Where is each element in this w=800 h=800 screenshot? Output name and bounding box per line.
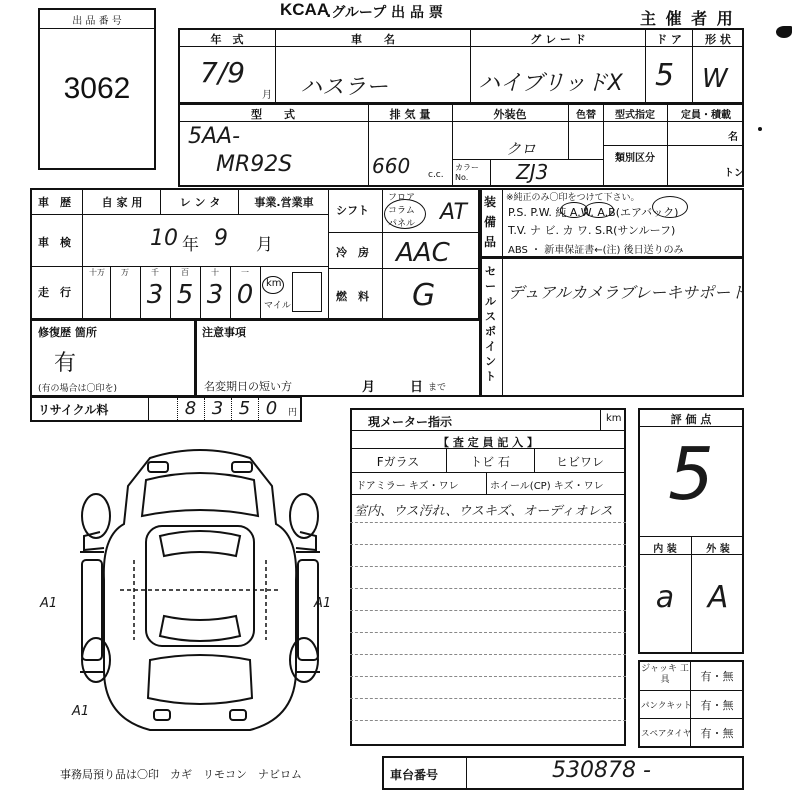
doors-label: ド ア — [656, 33, 682, 46]
equipment-line2[interactable]: T.V. ナ ビ. カ ワ. S.R(サンルーフ) — [508, 224, 676, 237]
odometer-box — [292, 272, 322, 312]
year-value: 7/9 — [200, 56, 246, 89]
body-type-label: 形 状 — [705, 33, 731, 46]
organizer-label: 主 催 者 用 — [640, 9, 735, 28]
exterior-color-value: クロ — [506, 140, 537, 158]
corner-mark — [776, 26, 792, 38]
mileage-digit-label: 一 — [241, 268, 249, 277]
recycle-label: リサイクル料 — [38, 403, 109, 417]
mileage-digit-label: 十万 — [89, 268, 105, 277]
car-name-label: 車 名 — [351, 33, 395, 46]
inspection-year-value: 10 — [150, 226, 178, 251]
aircon-value: AAC — [396, 238, 450, 268]
mileage-digit-label: 百 — [181, 268, 189, 277]
model-value-1: 5AA- — [188, 124, 241, 149]
jack-label: ジャッキ 工 具 — [641, 664, 689, 685]
interior-grade: a — [655, 580, 675, 615]
name-change-until: まで — [428, 383, 447, 393]
equipment-side-label: 装備品 — [484, 195, 497, 249]
history-label: 車 歴 — [38, 196, 71, 209]
brand-logo: KCAA — [280, 0, 330, 19]
inspection-month-unit: 月 — [256, 235, 273, 255]
grade-label: グ レ ー ド — [530, 33, 586, 46]
mile-label[interactable]: マイル — [264, 301, 291, 311]
shift-label: シフト — [336, 204, 369, 217]
exterior-color-label: 外装色 — [493, 108, 527, 121]
recycle-digit: 0 — [265, 398, 278, 419]
interior-label: 内 装 — [653, 544, 677, 555]
jack-option[interactable]: 有・無 — [700, 670, 734, 683]
capacity-label: 定員・積載 — [681, 110, 731, 121]
color-number-value: ZJ3 — [516, 160, 549, 184]
name-change-day: 日 — [410, 380, 424, 395]
aircon-label: 冷 房 — [336, 246, 369, 259]
lot-number: 3062 — [63, 72, 131, 105]
puncture-kit-label: パンクキット — [641, 701, 692, 711]
model-value-2: MR92S — [216, 152, 293, 177]
exterior-grade: A — [707, 580, 729, 615]
equipment-line3[interactable]: ABS ・ 新車保証書←(注) 後日送りのみ — [508, 245, 684, 256]
notes-label: 注意事項 — [202, 326, 246, 339]
fuel-label: 燃 料 — [336, 290, 369, 303]
history-rental[interactable]: レ ン タ — [179, 196, 221, 209]
windshield-label: Fガラス — [376, 455, 420, 469]
capacity-unit-ton: トン — [724, 168, 744, 179]
chassis-label: 車台番号 — [390, 768, 439, 782]
mileage-digit: 3 — [206, 280, 224, 310]
displacement-label: 排 気 量 — [389, 108, 431, 121]
history-business[interactable]: 事業.営業車 — [254, 196, 314, 209]
grade-value: ハイブリッドX — [478, 71, 623, 96]
chip-label[interactable]: トビ 石 — [470, 455, 510, 469]
inspection-label: 車 検 — [38, 236, 71, 249]
recycle-digit: 5 — [238, 398, 251, 419]
color-number-label: カラー No. — [455, 163, 479, 182]
exterior-label: 外 装 — [706, 544, 730, 555]
km-label[interactable]: km — [266, 278, 282, 289]
recycle-digit: 8 — [184, 398, 197, 419]
equipment-line1[interactable]: P.S. P.W. 純 A.W. A.B(エアバック) — [508, 206, 679, 219]
damage-mark-bottom: A1 — [72, 704, 90, 719]
mileage-digit-label: 万 — [121, 268, 129, 277]
meter-unit: km — [606, 413, 622, 424]
fuel-value: G — [412, 278, 436, 313]
repair-value: 有 — [54, 351, 77, 376]
side-mark — [758, 127, 762, 131]
spare-tire-option[interactable]: 有・無 — [700, 727, 734, 740]
mileage-digit-label: 千 — [151, 268, 159, 277]
mileage-digit: 3 — [146, 280, 164, 310]
equipment-note: ※純正のみ〇印をつけて下さい。 — [506, 193, 640, 203]
ab-circle — [652, 196, 688, 218]
mileage-digit: 0 — [236, 280, 254, 310]
model-code-label: 型 式 — [251, 108, 295, 121]
wheel-label[interactable]: ホイール(CP) キズ・ワレ — [490, 481, 604, 492]
shift-column[interactable]: コラム — [388, 206, 415, 216]
rating-score: 5 — [668, 432, 714, 516]
lot-number-label: 出 品 番 号 — [72, 16, 122, 27]
recycle-digit: 3 — [211, 398, 224, 419]
meter-label: 現メーター指示 — [368, 415, 453, 429]
mileage-label: 走 行 — [38, 286, 71, 299]
mileage-digit-label: 十 — [211, 268, 219, 277]
cc-unit: c.c. — [428, 170, 444, 180]
month-unit: 月 — [262, 90, 272, 101]
body-type-value: W — [702, 64, 728, 94]
shift-value: AT — [440, 200, 467, 225]
shift-panel[interactable]: パネル — [388, 219, 416, 229]
car-damage-diagram[interactable] — [60, 440, 340, 740]
spare-tire-label: スペアタイヤ — [641, 729, 692, 739]
form-title: .グループ 出 品 票 — [326, 5, 443, 21]
name-change-label: 名変期日の短い方 — [204, 380, 292, 393]
category-label: 類別区分 — [615, 153, 655, 164]
puncture-kit-option[interactable]: 有・無 — [700, 699, 734, 712]
sales-point-value: デュアルカメラブレーキサポート — [508, 283, 747, 302]
recycle-unit: 円 — [288, 408, 298, 418]
crack-label[interactable]: ヒビワレ — [555, 455, 604, 469]
history-private[interactable]: 自 家 用 — [101, 196, 143, 209]
damage-mark-left: A1 — [40, 596, 58, 611]
year-label: 年 式 — [210, 33, 244, 46]
sales-point-block — [480, 257, 747, 397]
name-change-month: 月 — [362, 380, 376, 395]
doors-value: 5 — [655, 58, 675, 93]
car-name-value: ハスラー — [300, 75, 389, 100]
rating-label: 評 価 点 — [670, 413, 712, 426]
displacement-value: 660 — [372, 154, 411, 178]
inspector-title: 【 査 定 員 記 入 】 — [438, 436, 538, 449]
damage-mark-right: A1 — [314, 596, 332, 611]
inspector-comment: 室内、ウス汚れ、ウスキズ、オーディオレス — [354, 504, 613, 519]
inspection-year-unit: 年 — [182, 235, 199, 255]
aw-circle — [584, 202, 614, 218]
repair-note: (有の場合は〇印を) — [38, 384, 118, 394]
shift-circle — [384, 199, 426, 229]
chassis-number: 530878 - — [552, 758, 651, 783]
color-change-label: 色替 — [576, 110, 596, 121]
shift-floor[interactable]: フロア — [388, 193, 416, 203]
office-note: 事務局預り品は〇印 カギ リモコン ナビロム — [60, 768, 302, 781]
capacity-unit-people: 名 — [728, 132, 738, 143]
sales-point-side-label: セールスポイント — [485, 265, 496, 383]
door-mirror-label[interactable]: ドアミラー キズ・ワレ — [356, 481, 459, 492]
inspection-month-value: 9 — [214, 226, 228, 251]
mileage-digit: 5 — [176, 280, 194, 310]
model-designation-label: 型式指定 — [615, 110, 655, 121]
repair-label: 修復歴 箇所 — [38, 326, 97, 339]
